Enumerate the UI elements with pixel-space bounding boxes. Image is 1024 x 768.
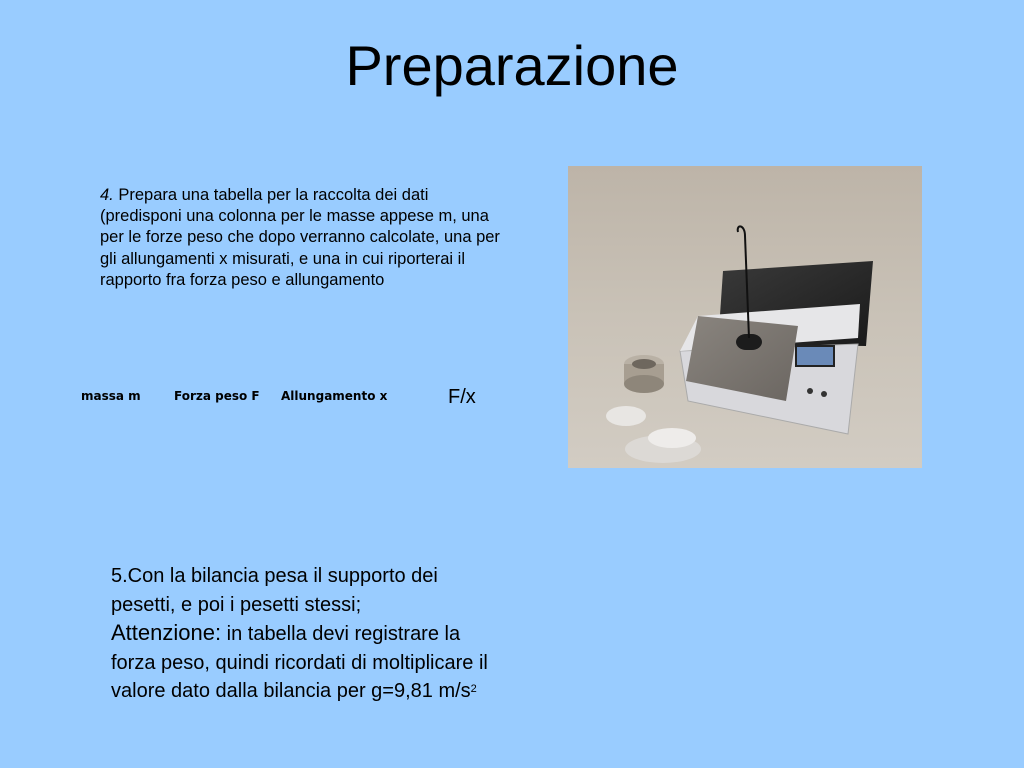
scale-photo <box>568 166 922 468</box>
step-5-line2: in tabella devi registrare la forza peso, quindi ricordati di moltiplicare il valore dato dalla bilancia per g=9,81 m/s <box>111 623 488 702</box>
exponent-superscript: 2 <box>470 683 477 695</box>
step-4-body: Prepara una tabella per la raccolta dei dati (predisponi una colonna per le masse appese m, una per le forze peso che dopo verranno calcolate, una per gli allungamenti x misurati, e una in cui riporterai il rapporto fra forza peso e allungamento <box>100 186 500 289</box>
table-header-massa: massa m <box>81 389 141 403</box>
table-header-forza-peso: Forza peso F <box>174 389 260 403</box>
table-header-f-over-x: F/x <box>448 386 476 408</box>
step-5-text <box>111 562 491 706</box>
step-4-number: 4. <box>100 186 114 204</box>
scale-display <box>796 346 834 366</box>
attention-label: Attenzione: <box>111 620 222 645</box>
step-5-line1: 5.Con la bilancia pesa il supporto dei pesetti, e poi i pesetti stessi; <box>111 565 438 616</box>
slide-title: Preparazione <box>345 34 679 97</box>
step-4-text <box>100 185 500 291</box>
table-header-allungamento: Allungamento x <box>281 389 388 403</box>
